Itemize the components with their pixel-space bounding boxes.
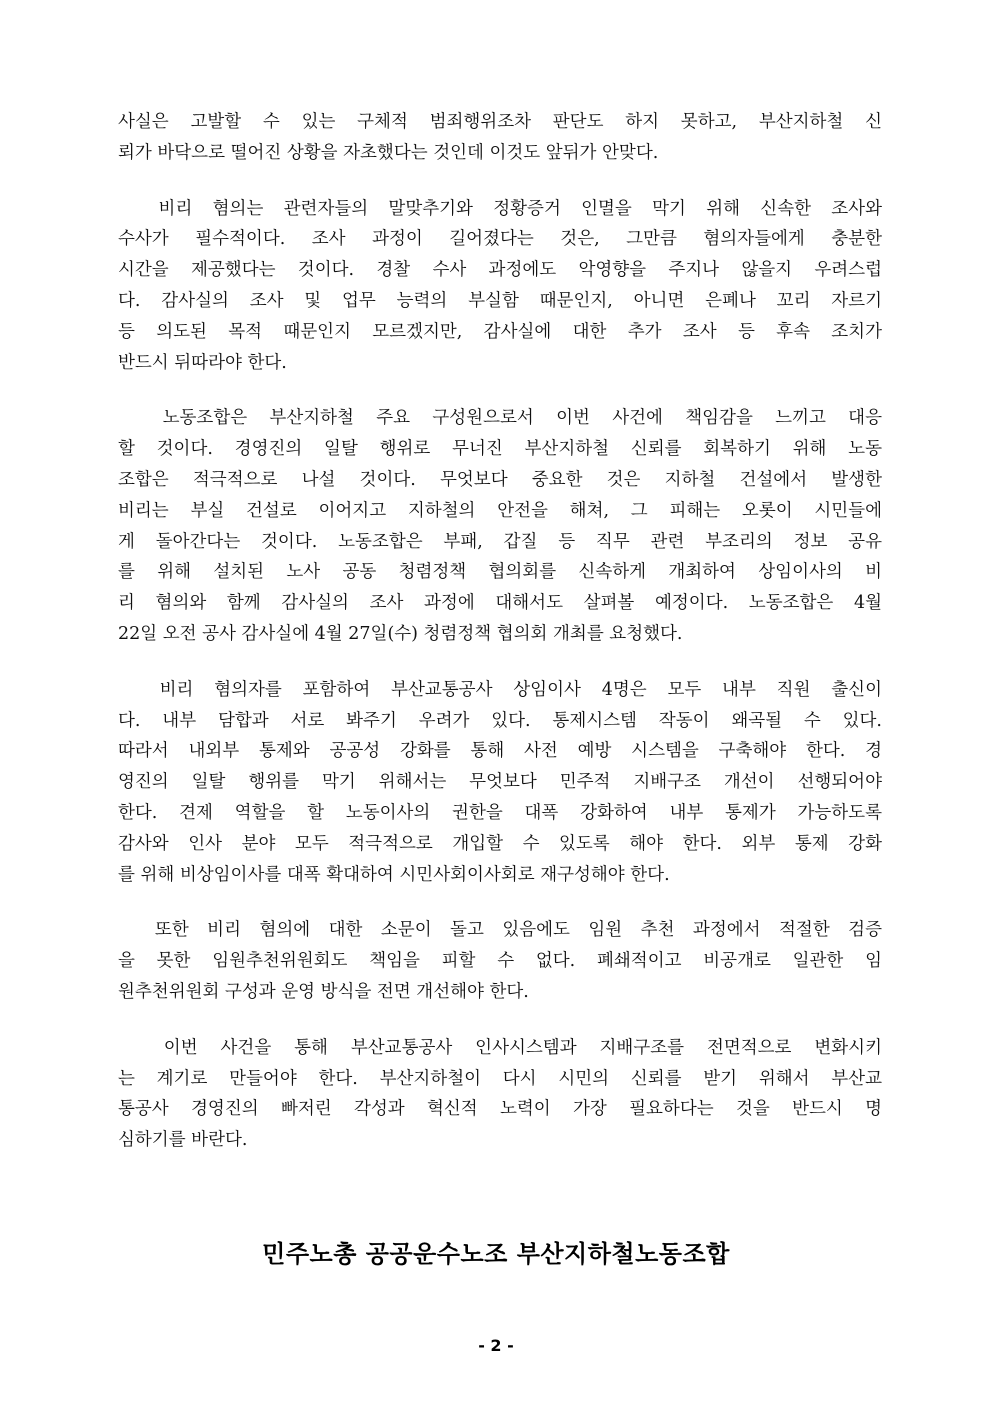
text-line: 반드시 뒤따라야 한다. bbox=[118, 352, 287, 373]
paragraph bbox=[118, 915, 882, 1007]
page-number: - 2 - bbox=[478, 1336, 514, 1355]
text-line: 원추천위원회 구성과 운영 방식을 전면 개선해야 한다. bbox=[118, 981, 529, 1002]
text-line: 는 계기로 만들어야 한다. 부산지하철이 다시 시민의 신뢰를 받기 위해서 부산교 bbox=[118, 1068, 882, 1089]
text-line: 을 못한 임원추천위원회도 책임을 피할 수 없다. 폐쇄적이고 비공개로 일관한 임 bbox=[118, 951, 882, 972]
body-text bbox=[118, 107, 882, 1181]
text-line: 비리 혐의는 관련자들의 말맞추기와 정황증거 인멸을 막기 위해 신속한 조사와 bbox=[118, 198, 882, 219]
text-line: 등 의도된 목적 때문인지 모르겠지만, 감사실에 대한 추가 조사 등 후속 조치가 bbox=[118, 321, 882, 342]
paragraph bbox=[118, 403, 882, 649]
text-line: 다. 감사실의 조사 및 업무 능력의 부실함 때문인지, 아니면 은폐나 꼬리 자르기 bbox=[118, 290, 882, 311]
text-line: 를 위해 설치된 노사 공동 청렴정책 협의회를 신속하게 개최하여 상임이사의 비 bbox=[118, 562, 882, 583]
text-line: 사실은 고발할 수 있는 구체적 범죄행위조차 판단도 하지 못하고, 부산지하철 신 bbox=[118, 112, 882, 132]
text-line: 노동조합은 부산지하철 주요 구성원으로서 이번 사건에 책임감을 느끼고 대응 bbox=[118, 408, 882, 429]
text-line: 다. 내부 담합과 서로 봐주기 우려가 있다. 통제시스템 작동이 왜곡될 수 있다. bbox=[118, 710, 882, 731]
paragraph bbox=[118, 194, 882, 379]
text-line: 통공사 경영진의 빠저린 각성과 혁신적 노력이 가장 필요하다는 것을 반드시 명 bbox=[118, 1099, 882, 1120]
text-line: 뢰가 바닥으로 떨어진 상황을 자초했다는 것인데 이것도 앞뒤가 안맞다. bbox=[118, 142, 659, 163]
text-line: 비리 혐의자를 포함하여 부산교통공사 상임이사 4명은 모두 내부 직원 출신이 bbox=[118, 679, 882, 700]
text-line: 또한 비리 혐의에 대한 소문이 돌고 있음에도 임원 추천 과정에서 적절한 검증 bbox=[118, 920, 882, 941]
paragraph bbox=[118, 1033, 882, 1156]
text-line: 이번 사건을 통해 부산교통공사 인사시스템과 지배구조를 전면적으로 변화시키 bbox=[118, 1037, 882, 1058]
paragraph bbox=[118, 675, 882, 891]
text-line: 비리는 부실 건설로 이어지고 지하철의 안전을 해쳐, 그 피해는 오롯이 시민들에 bbox=[118, 500, 882, 521]
text-line: 감사와 인사 분야 모두 적극적으로 개입할 수 있도록 해야 한다. 외부 통제 강화 bbox=[118, 833, 882, 854]
text-line: 를 위해 비상임이사를 대폭 확대하여 시민사회이사회로 재구성해야 한다. bbox=[118, 864, 670, 885]
paragraph bbox=[118, 107, 882, 169]
signature: 민주노총 공공운수노조 부산지하철노동조합 bbox=[262, 1240, 730, 1268]
text-line: 할 것이다. 경영진의 일탈 행위로 무너진 부산지하철 신뢰를 회복하기 위해 노동 bbox=[118, 439, 882, 460]
text-line: 영진의 일탈 행위를 막기 위해서는 무엇보다 민주적 지배구조 개선이 선행되어야 bbox=[118, 772, 882, 793]
text-line: 수사가 필수적이다. 조사 과정이 길어졌다는 것은, 그만큼 혐의자들에게 충분한 bbox=[118, 229, 882, 250]
text-line: 시간을 제공했다는 것이다. 경찰 수사 과정에도 악영향을 주지나 않을지 우려스럽 bbox=[118, 260, 882, 281]
text-line: 심하기를 바란다. bbox=[118, 1130, 248, 1151]
text-line: 따라서 내외부 통제와 공공성 강화를 통해 사전 예방 시스템을 구축해야 한다. 경 bbox=[118, 741, 882, 762]
text-line: 게 돌아간다는 것이다. 노동조합은 부패, 갑질 등 직무 관련 부조리의 정보 공유 bbox=[118, 531, 882, 552]
text-line: 한다. 견제 역할을 할 노동이사의 권한을 대폭 강화하여 내부 통제가 가능하도록 bbox=[118, 802, 882, 823]
text-line: 22일 오전 공사 감사실에 4월 27일(수) 청렴정책 협의회 개최를 요청했다. bbox=[118, 623, 683, 644]
text-line: 조합은 적극적으로 나설 것이다. 무엇보다 중요한 것은 지하철 건설에서 발생한 bbox=[118, 469, 882, 490]
text-line: 리 혐의와 함께 감사실의 조사 과정에 대해서도 살펴볼 예정이다. 노동조합은 4월 bbox=[118, 593, 882, 614]
